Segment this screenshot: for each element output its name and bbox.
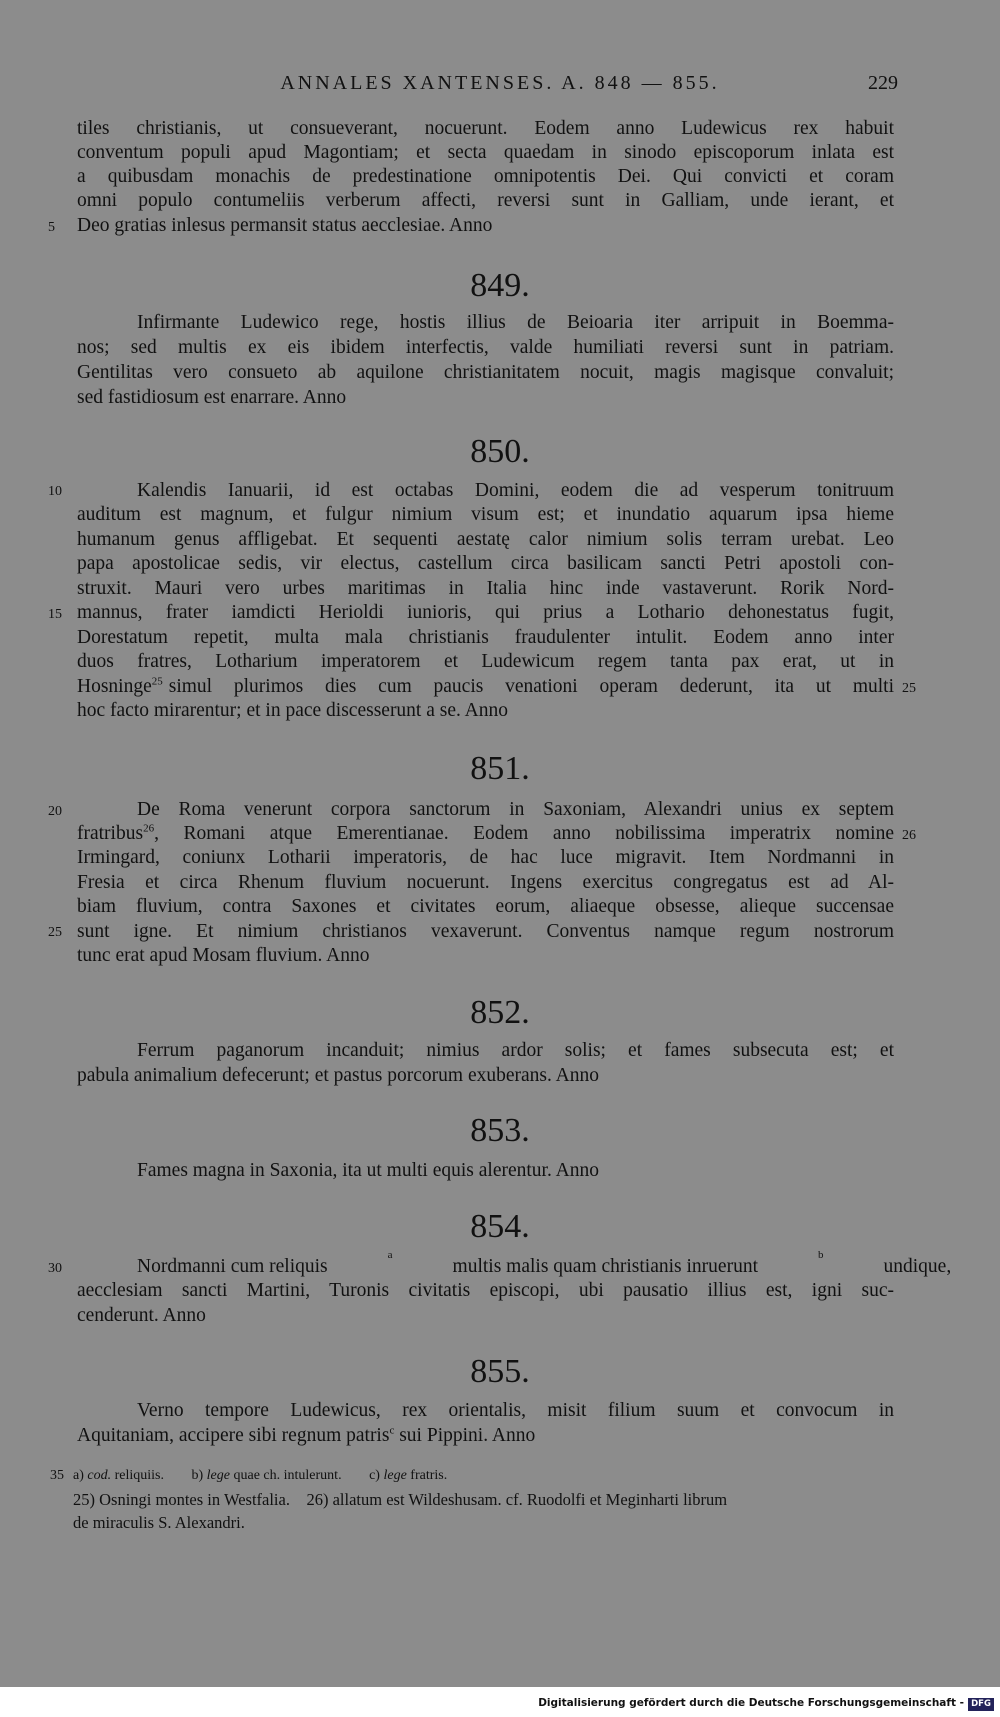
footnote-label: c) (369, 1468, 380, 1483)
text-fragment: sui Pippini. Anno (394, 1425, 536, 1446)
footnote-text: reliquiis. (114, 1468, 164, 1483)
text-fragment: multis malis quam christianis inruerunt (452, 1256, 758, 1277)
footnote-label: b) (191, 1468, 204, 1483)
text-line: aecclesiam sancti Martini, Turonis civitatis episcopi, ubi pausatio illius est, igni suc- (77, 1280, 894, 1301)
footnote-italic: lege (383, 1468, 407, 1483)
text-line: Dorestatum repetit, multa mala christianis fraudulenter intulit. Eodem anno inter (77, 627, 894, 648)
text-line: nos; sed multis ex eis ibidem interfectis, valde humiliati reversi sunt in patriam. (77, 337, 894, 358)
footnote-26-continuation: de miraculis S. Alexandri. (73, 1513, 245, 1532)
text-line: cenderunt. Anno (77, 1305, 206, 1326)
text-line (77, 822, 894, 846)
text-line: tiles christianis, ut consueverant, nocuerunt. Eodem anno Ludewicus rex habuit (77, 118, 894, 139)
text-fragment: Aquitaniam, accipere sibi regnum patris (77, 1425, 390, 1446)
text-line: mannus, frater iamdicti Herioldi iunioris, qui prius a Lothario dehonestatus fugit, (77, 602, 894, 623)
text-line: Ferrum paganorum incanduit; nimius ardor solis; et fames subsecuta est; et (137, 1040, 894, 1061)
text-line: Deo gratias inlesus permansit status aecclesiae. Anno (77, 215, 493, 236)
critical-apparatus (73, 1465, 893, 1487)
footnote-margin-marker: 26 (902, 828, 916, 843)
text-fragment: simul plurimos dies cum paucis venationi operam dederunt, ita ut multi (168, 676, 894, 697)
line-number: 20 (48, 804, 62, 819)
footnote-ref-26: 26 (143, 822, 155, 835)
footnote-text: quae ch. intulerunt. (233, 1468, 342, 1483)
line-number: 30 (48, 1261, 62, 1276)
text-line: hoc facto mirarentur; et in pace discesserunt a se. Anno (77, 700, 509, 721)
dfg-logo: DFG (968, 1698, 994, 1711)
line-number: 10 (48, 484, 62, 499)
running-title: ANNALES XANTENSES. A. 848 — 855. (280, 72, 720, 94)
text-line: biam fluvium, contra Saxones et civitates eorum, aliaeque obsesse, alieque succensae (77, 896, 894, 917)
footnote-italic: cod. (87, 1468, 112, 1483)
text-fragment (77, 675, 163, 699)
year-heading-851: 851. (470, 750, 530, 787)
text-line: Kalendis Ianuarii, id est octabas Domini, eodem die ad vesperum tonitruum (137, 480, 894, 501)
text-line (77, 1424, 894, 1448)
text-word: Hosninge (77, 676, 152, 697)
footnote-text: fratris. (410, 1468, 448, 1483)
text-line: tunc erat apud Mosam fluvium. Anno (77, 945, 370, 966)
text-line: Irmingard, coniunx Lotharii imperatoris, de hac luce migravit. Item Nordmanni in (77, 847, 894, 868)
year-heading-855: 855. (470, 1353, 530, 1390)
text-line: omni populo contumeliis verberum affecti, reversi sunt in Galliam, unde ierant, et (77, 190, 894, 211)
text-line: duos fratres, Lotharium imperatorem et Ludewicum regem tanta pax erat, ut in (77, 651, 894, 672)
text-line: Gentilitas vero consueto ab aquilone christianitatem nocuit, magis magisque convaluit; (77, 362, 894, 383)
text-line: humanum genus affligebat. Et sequenti aestatę calor nimium solis terram urebat. Leo (77, 529, 894, 550)
line-number: 35 (50, 1468, 64, 1483)
footer-credit: Digitalisierung gefördert durch die Deutsche Forschungsgemeinschaft - (538, 1697, 964, 1709)
text-line: De Roma venerunt corpora sanctorum in Saxoniam, Alexandri unius ex septem (137, 799, 894, 820)
year-heading-853: 853. (470, 1112, 530, 1149)
footnote-ref-a: a (387, 1249, 393, 1261)
text-fragment: undique, (883, 1256, 952, 1277)
text-word: fratribus (77, 823, 144, 844)
text-line: pabula animalium defecerunt; et pastus porcorum exuberans. Anno (77, 1065, 600, 1086)
text-line: sunt igne. Et nimium christianos vexaverunt. Conventus namque regum nostrorum (77, 921, 894, 942)
line-number: 25 (48, 925, 62, 940)
digitization-footer (0, 1697, 1000, 1713)
text-line: a quibusdam monachis de predestinatione omnipotentis Dei. Qui convicti et coram (77, 166, 894, 187)
text-line: struxit. Mauri vero urbes maritimas in Italia hinc inde vastaverunt. Rorik Nord- (77, 578, 894, 599)
footnote-ref-c: c (389, 1424, 395, 1437)
footnote-ref-b: b (818, 1249, 824, 1261)
footnote-ref-25: 25 (151, 675, 163, 688)
text-line: Fresia et circa Rhenum fluvium nocuerunt. Ingens exercitus congregatus est ad Al- (77, 872, 894, 893)
footnote-margin-marker: 25 (902, 681, 916, 696)
year-heading-849: 849. (470, 267, 530, 304)
text-line: Infirmante Ludewico rege, hostis illius de Beioaria iter arripuit in Boemma- (137, 312, 894, 333)
footnote-italic: lege (206, 1468, 230, 1483)
text-fragment: , Romani atque Emerentianae. Eodem anno nobilissima imperatrix nomine (154, 823, 894, 844)
text-fragment (77, 822, 154, 846)
text-line (77, 1249, 952, 1279)
text-line: Verno tempore Ludewicus, rex orientalis, misit filium suum et convocum in (137, 1400, 894, 1421)
text-line: auditum est magnum, et fulgur nimium visum est; et inundatio aquarum ipsa hieme (77, 504, 894, 525)
text-line (77, 675, 894, 699)
text-line: sed fastidiosum est enarrare. Anno (77, 387, 347, 408)
line-number: 5 (48, 220, 55, 235)
year-heading-854: 854. (470, 1208, 530, 1245)
text-line: conventum populi apud Magontiam; et secta quaedam in sinodo episcoporum inlata est (77, 142, 894, 163)
text-fragment: Nordmanni cum reliquis (137, 1256, 328, 1277)
page-number: 229 (868, 72, 898, 94)
footnote-25-26: 25) Osningi montes in Westfalia. 26) allatum est Wildeshusam. cf. Ruodolfi et Meginharti librum (73, 1490, 728, 1509)
year-heading-850: 850. (470, 433, 530, 470)
text-line: Fames magna in Saxonia, ita ut multi equis alerentur. Anno (137, 1160, 599, 1181)
year-heading-852: 852. (470, 994, 530, 1031)
line-number: 15 (48, 607, 62, 622)
text-line: papa apostolicae sedis, vir electus, castellum circa basilicam sancti Petri apostoli con- (77, 553, 894, 574)
running-header (0, 72, 1000, 102)
footnote-label: a) (73, 1468, 84, 1483)
